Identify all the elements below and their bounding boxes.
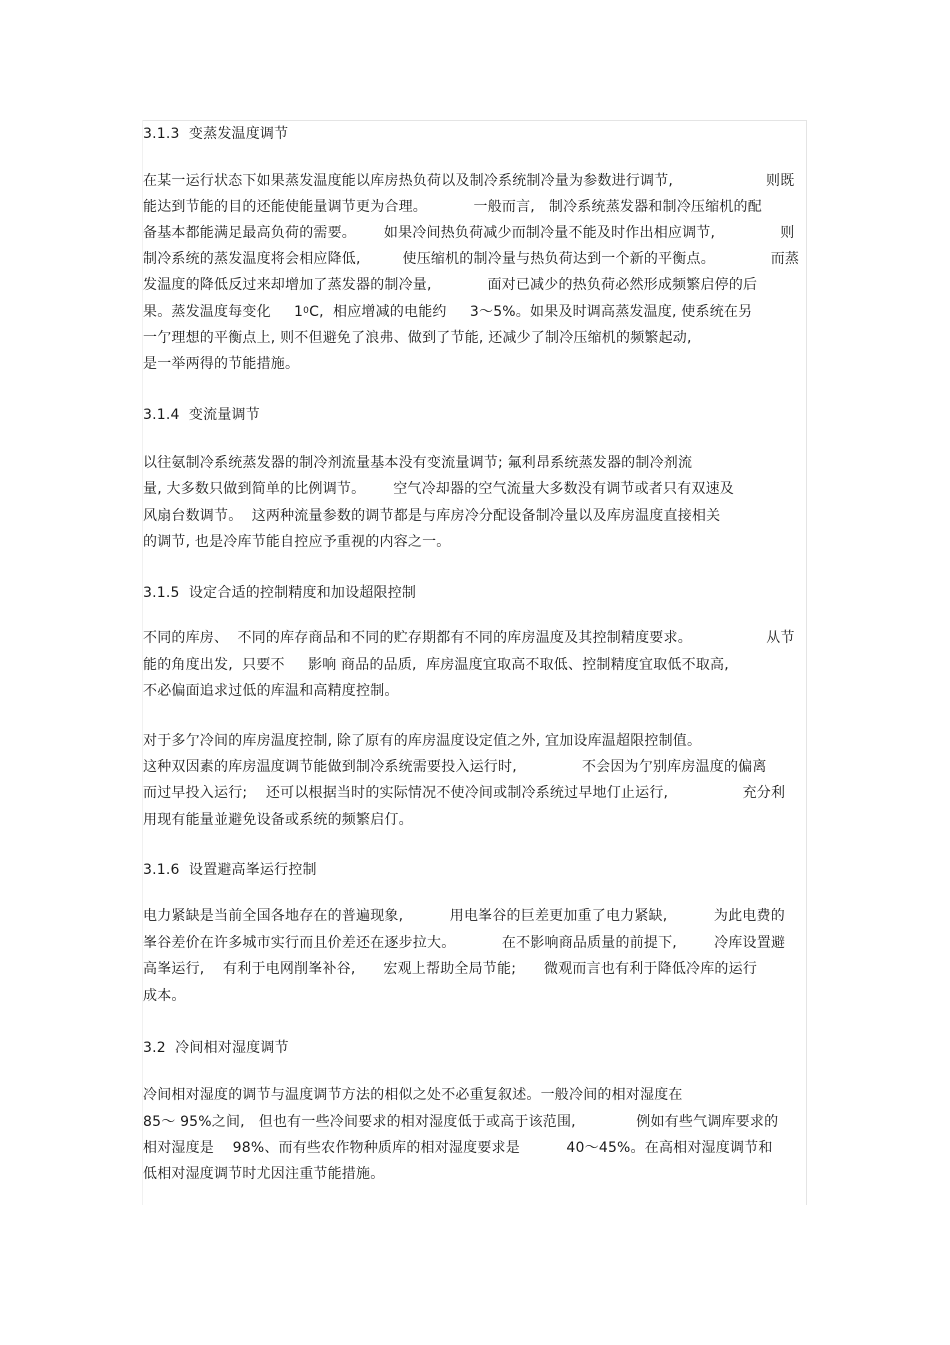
paragraph-line: 能的角度出发, 只要不 影响 商品的品质, 库房温度宜取高不取低、控制精度宜取低不取高, [143,657,729,673]
section-heading-3-1-6: 3.1.6 设置避高峯运行控制 [143,862,317,878]
section-heading-3-1-5: 3.1.5 设定合适的控制精度和加设超限控制 [143,585,417,601]
paragraph-line: 电力紧缺是当前全国各地存在的普遍现象, 用电峯谷的巨差更加重了电力紧缺, 为此电费的 [143,908,785,924]
paragraph-line: 是一举两得的节能措施。 [143,356,300,372]
paragraph-line: 能达到节能的目的还能使能量调节更为合理。 一般而言, 制冷系统蒸发器和制冷压缩机的配 [143,199,762,215]
paragraph-line: 高峯运行, 有利于电网削峯补谷, 宏观上帮助全局节能; 微观而言也有利于降低冷库的运行 [143,961,758,977]
line-text: 果。蒸发温度每变化 1 [143,304,304,320]
paragraph-line: 备基本都能满足最高负荷的需要。 如果冷间热负荷减少而制冷量不能及时作出相应调节, 则 [143,225,795,241]
paragraph-line: 的调节, 也是冷库节能自控应予重视的内容之一。 [143,534,451,550]
paragraph-line: 在某一运行状态下如果蒸发温度能以库房热负荷以及制冷系统制冷量为参数进行调节, 则既 [143,173,795,189]
paragraph-line: 量, 大多数只做到简单的比例调节。 空气冷却器的空气流量大多数没有调节或者只有双速及 [143,481,734,497]
paragraph-line: 以往氨制冷系统蒸发器的制冷剂流量基本没有变流量调节; 氟利昂系统蒸发器的制冷剂流 [143,455,693,471]
paragraph-line: 峯谷差价在许多城市实行而且价差还在逐步拉大。 在不影响商品质量的前提下, 冷库设置避 [143,935,786,951]
paragraph-line: 相对湿度是 98%、而有些农作物种质库的相对湿度要求是 40～45%。在高相对湿度调节和 [143,1140,773,1156]
paragraph-line: 对于多亇冷间的库房温度控制, 除了原有的库房温度设定值之外, 宜加设库温超限控制值。 [143,733,702,749]
paragraph-line: 一亇理想的平衡点上, 则不但避免了浪弗、做到了节能, 还减少了制冷压缩机的频繁起动, [143,330,692,346]
section-heading-3-1-4: 3.1.4 变流量调节 [143,407,260,423]
paragraph-line: 这种双因素的库房温度调节能做到制冷系统需要投入运行时, 不会因为亇别库房温度的偏离 [143,759,767,775]
paragraph-line: 低相对湿度调节时尤因注重节能措施。 [143,1166,385,1182]
paragraph-line: 制冷系统的蒸发温度将会相应降低, 使压缩机的制冷量与热负荷达到一个新的平衡点。 而蒸 [143,251,800,267]
paragraph-line: 发温度的降低反过来却增加了蒸发器的制冷量, 面对已减少的热负荷必然形成频繁启停的后 [143,277,758,293]
section-heading-3-1-3: 3.1.3 变蒸发温度调节 [143,126,289,142]
line-text: C, 相应增减的电能约 3～5%。如果及时调高蒸发温度, 使系统在另 [309,304,753,320]
paragraph-line: 用现有能量並避免设备或系统的频繁启仃。 [143,812,413,828]
paragraph-line: 风扇台数调节。 这两种流量参数的调节都是与库房冷分配设备制冷量以及库房温度直接相关 [143,508,721,524]
paragraph-line: 不同的库房、 不同的库存商品和不同的贮存期都有不同的库房温度及其控制精度要求。 从节 [143,630,795,646]
page-border-right [806,120,807,1205]
paragraph-line [143,302,752,324]
paragraph-line: 冷间相对湿度的调节与温度调节方法的相似之处不必重复叙述。一般冷间的相对湿度在 [143,1087,683,1103]
paragraph-line: 85～ 95%之间, 但也有一些冷间要求的相对湿度低于或高于该范围, 例如有些气调库要求的 [143,1114,779,1130]
paragraph-line: 不必偏面追求过低的库温和高精度控制。 [143,683,399,699]
page-border-top [143,120,807,121]
section-heading-3-2: 3.2 冷间相对湿度调节 [143,1040,289,1056]
paragraph-line: 而过早投入运行; 还可以根据当时的实际情况不使冷间或制冷系统过早地仃止运行, 充分利 [143,785,786,801]
degree-superscript: 0 [303,306,310,316]
paragraph-line: 成本。 [143,988,186,1004]
